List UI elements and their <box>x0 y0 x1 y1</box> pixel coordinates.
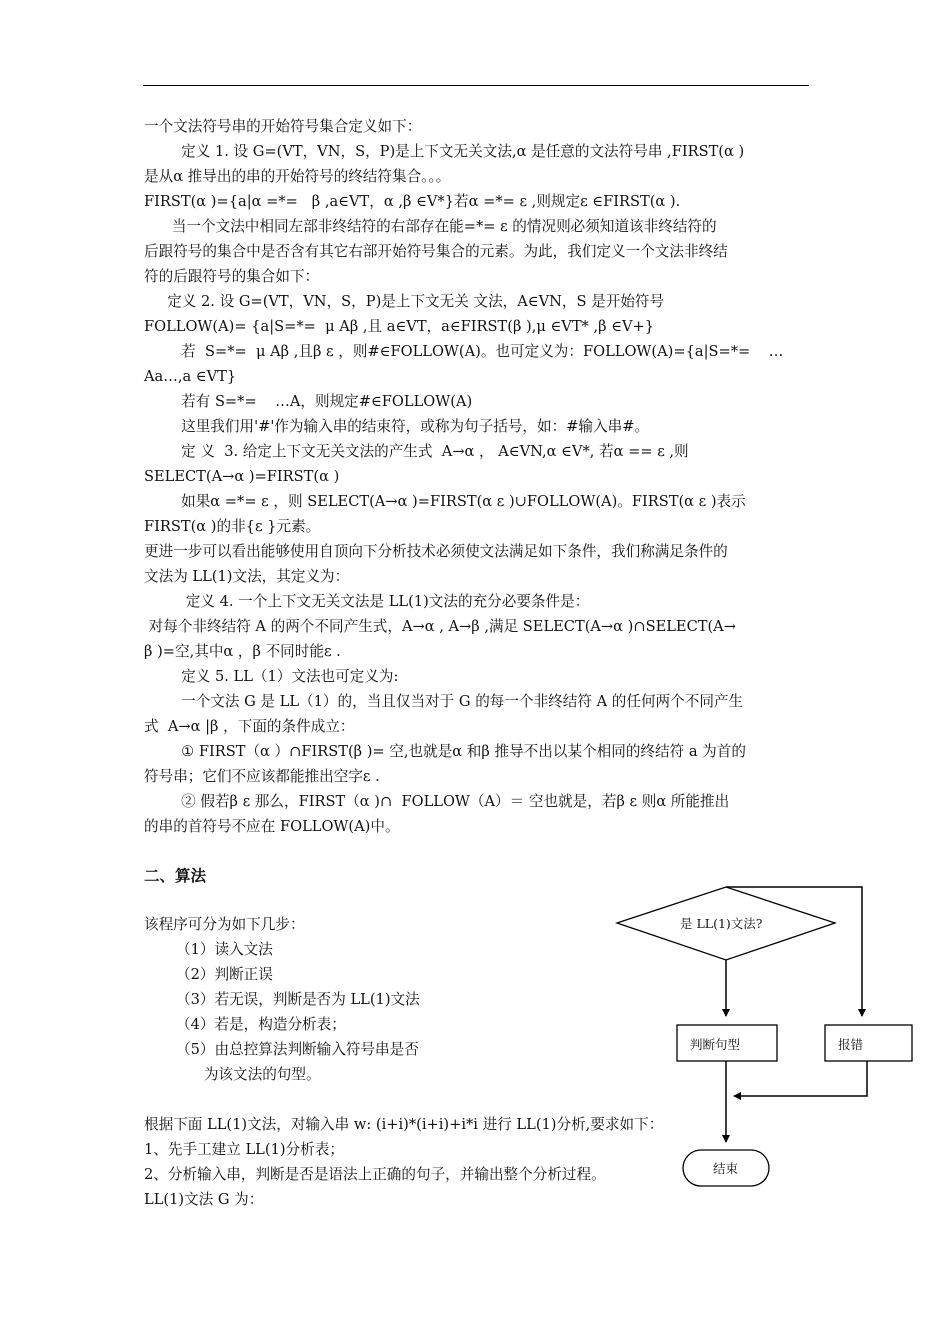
step-item: （1）读入文法 <box>176 941 273 958</box>
judge-label: 判断句型 <box>690 1037 741 1052</box>
section-heading: 二、算法 <box>144 866 207 885</box>
paragraph-line: 更进一步可以看出能够使用自顶向下分析技术必须使文法满足如下条件，我们称满足条件的 <box>144 543 728 560</box>
step-item: （4）若是，构造分析表； <box>176 1016 346 1033</box>
paragraph-line: SELECT(A→α )=FIRST(α ) <box>144 468 340 485</box>
paragraph-line: 的串的首符号不应在 FOLLOW(A)中。 <box>144 818 400 835</box>
paragraph-line: FIRST(α )={a|α =*= β ,a∈VT，α ,β ∈V*}若α =*= ε ,则规定ε ∈FIRST(α ). <box>144 193 681 210</box>
paragraph-line: 符的后跟符号的集合如下： <box>144 268 320 285</box>
paragraph-line: 符号串；它们不应该都能推出空字ε . <box>144 768 380 785</box>
paragraph-line: FOLLOW(A)= {a|S=*= μ Aβ ,且 a∈VT，a∈FIRST(β ),μ ∈VT* ,β ∈V+} <box>144 318 655 335</box>
step-item: （5）由总控算法判断输入符号串是否 <box>176 1041 419 1058</box>
end-label: 结束 <box>713 1161 739 1176</box>
paragraph-line: 一个文法 G 是 LL（1）的，当且仅当对于 G 的每一个非终结符 A 的任何两个不同产生 <box>144 693 744 710</box>
task-line: LL(1)文法 G 为： <box>144 1191 264 1208</box>
paragraph-line: 后跟符号的集合中是否含有其它右部开始符号集合的元素。为此，我们定义一个文法非终结 <box>144 243 728 260</box>
paragraph-line: ② 假若β ε 那么，FIRST（α )∩ FOLLOW（A）＝ 空也就是，若β ε 则α 所能推出 <box>144 793 730 810</box>
paragraph-line: 这里我们用'#'作为输入串的结束符，或称为句子括号，如：#输入串#。 <box>144 418 650 435</box>
task-line: 根据下面 LL(1)文法，对输入串 w: (i+i)*(i+i)+i*i 进行 LL(1)分析,要求如下： <box>144 1116 664 1133</box>
step-item: （3）若无误，判断是否为 LL(1)文法 <box>176 991 420 1008</box>
paragraph-line: 式 A→α |β ，下面的条件成立： <box>144 718 355 735</box>
paragraph-line: 定义 1. 设 G=(VT，VN，S，P)是上下文无关文法,α 是任意的文法符号串 ,FIRST(α ) <box>144 143 745 160</box>
paragraph-line: 如果α =*= ε ，则 SELECT(A→α )=FIRST(α ε )∪FOLLOW(A)。FIRST(α ε )表示 <box>144 493 746 510</box>
paragraph-line: β )=空,其中α ，β 不同时能ε . <box>144 643 341 660</box>
paragraph-line: 文法为 LL(1)文法，其定义为： <box>144 568 350 585</box>
paragraph-line: ① FIRST（α ）∩FIRST(β )= 空,也就是α 和β 推导不出以某个相同的终结符 a 为首的 <box>144 743 746 760</box>
paragraph-line: 定 义 3. 给定上下文无关文法的产生式 A→α ， A∈VN,α ∈V*, 若α == ε ,则 <box>144 443 689 460</box>
paragraph-line: 一个文法符号串的开始符号集合定义如下： <box>144 118 422 135</box>
decision-label: 是 LL(1)文法? <box>680 916 763 931</box>
paragraph-line: 若 S=*= μ Aβ ,且β ε ，则#∈FOLLOW(A)。也可定义为：FOLLOW(A)={a|S=*= … <box>144 343 784 360</box>
paragraph-line: 定义 5. LL（1）文法也可定义为: <box>144 668 399 685</box>
paragraph-line: 当一个文法中相同左部非终结符的右部存在能=*= ε 的情况则必须知道该非终结符的 <box>144 218 717 235</box>
paragraph-line: Aa…,a ∈VT} <box>144 368 237 385</box>
paragraph-line: FIRST(α )的非{ε }元素。 <box>144 518 321 535</box>
task-line: 1、先手工建立 LL(1)分析表； <box>144 1141 344 1158</box>
arrow-error-merge <box>734 1061 867 1096</box>
paragraph-line: 定义 4. 一个上下文无关文法是 LL(1)文法的充分必要条件是： <box>144 593 590 610</box>
paragraph-line: 定义 2. 设 G=(VT，VN，S，P)是上下文无关 文法，A∈VN，S 是开始符号 <box>144 293 665 310</box>
step-item: 为该文法的句型。 <box>176 1066 321 1083</box>
paragraph-line: 若有 S=*= …A，则规定#∈FOLLOW(A) <box>144 393 473 410</box>
task-line: 2、分析输入串，判断是否是语法上正确的句子，并输出整个分析过程。 <box>144 1166 606 1183</box>
arrow-to-error <box>726 887 862 1016</box>
error-label: 报错 <box>838 1037 864 1052</box>
paragraph-line: 对每个非终结符 A 的两个不同产生式，A→α , A→β ,满足 SELECT(A→α )∩SELECT(A→ <box>144 618 736 635</box>
step-item: （2）判断正误 <box>176 966 273 983</box>
paragraph-line: 是从α 推导出的串的开始符号的终结符集合。。。 <box>144 168 451 185</box>
steps-intro: 该程序可分为如下几步： <box>144 916 305 933</box>
